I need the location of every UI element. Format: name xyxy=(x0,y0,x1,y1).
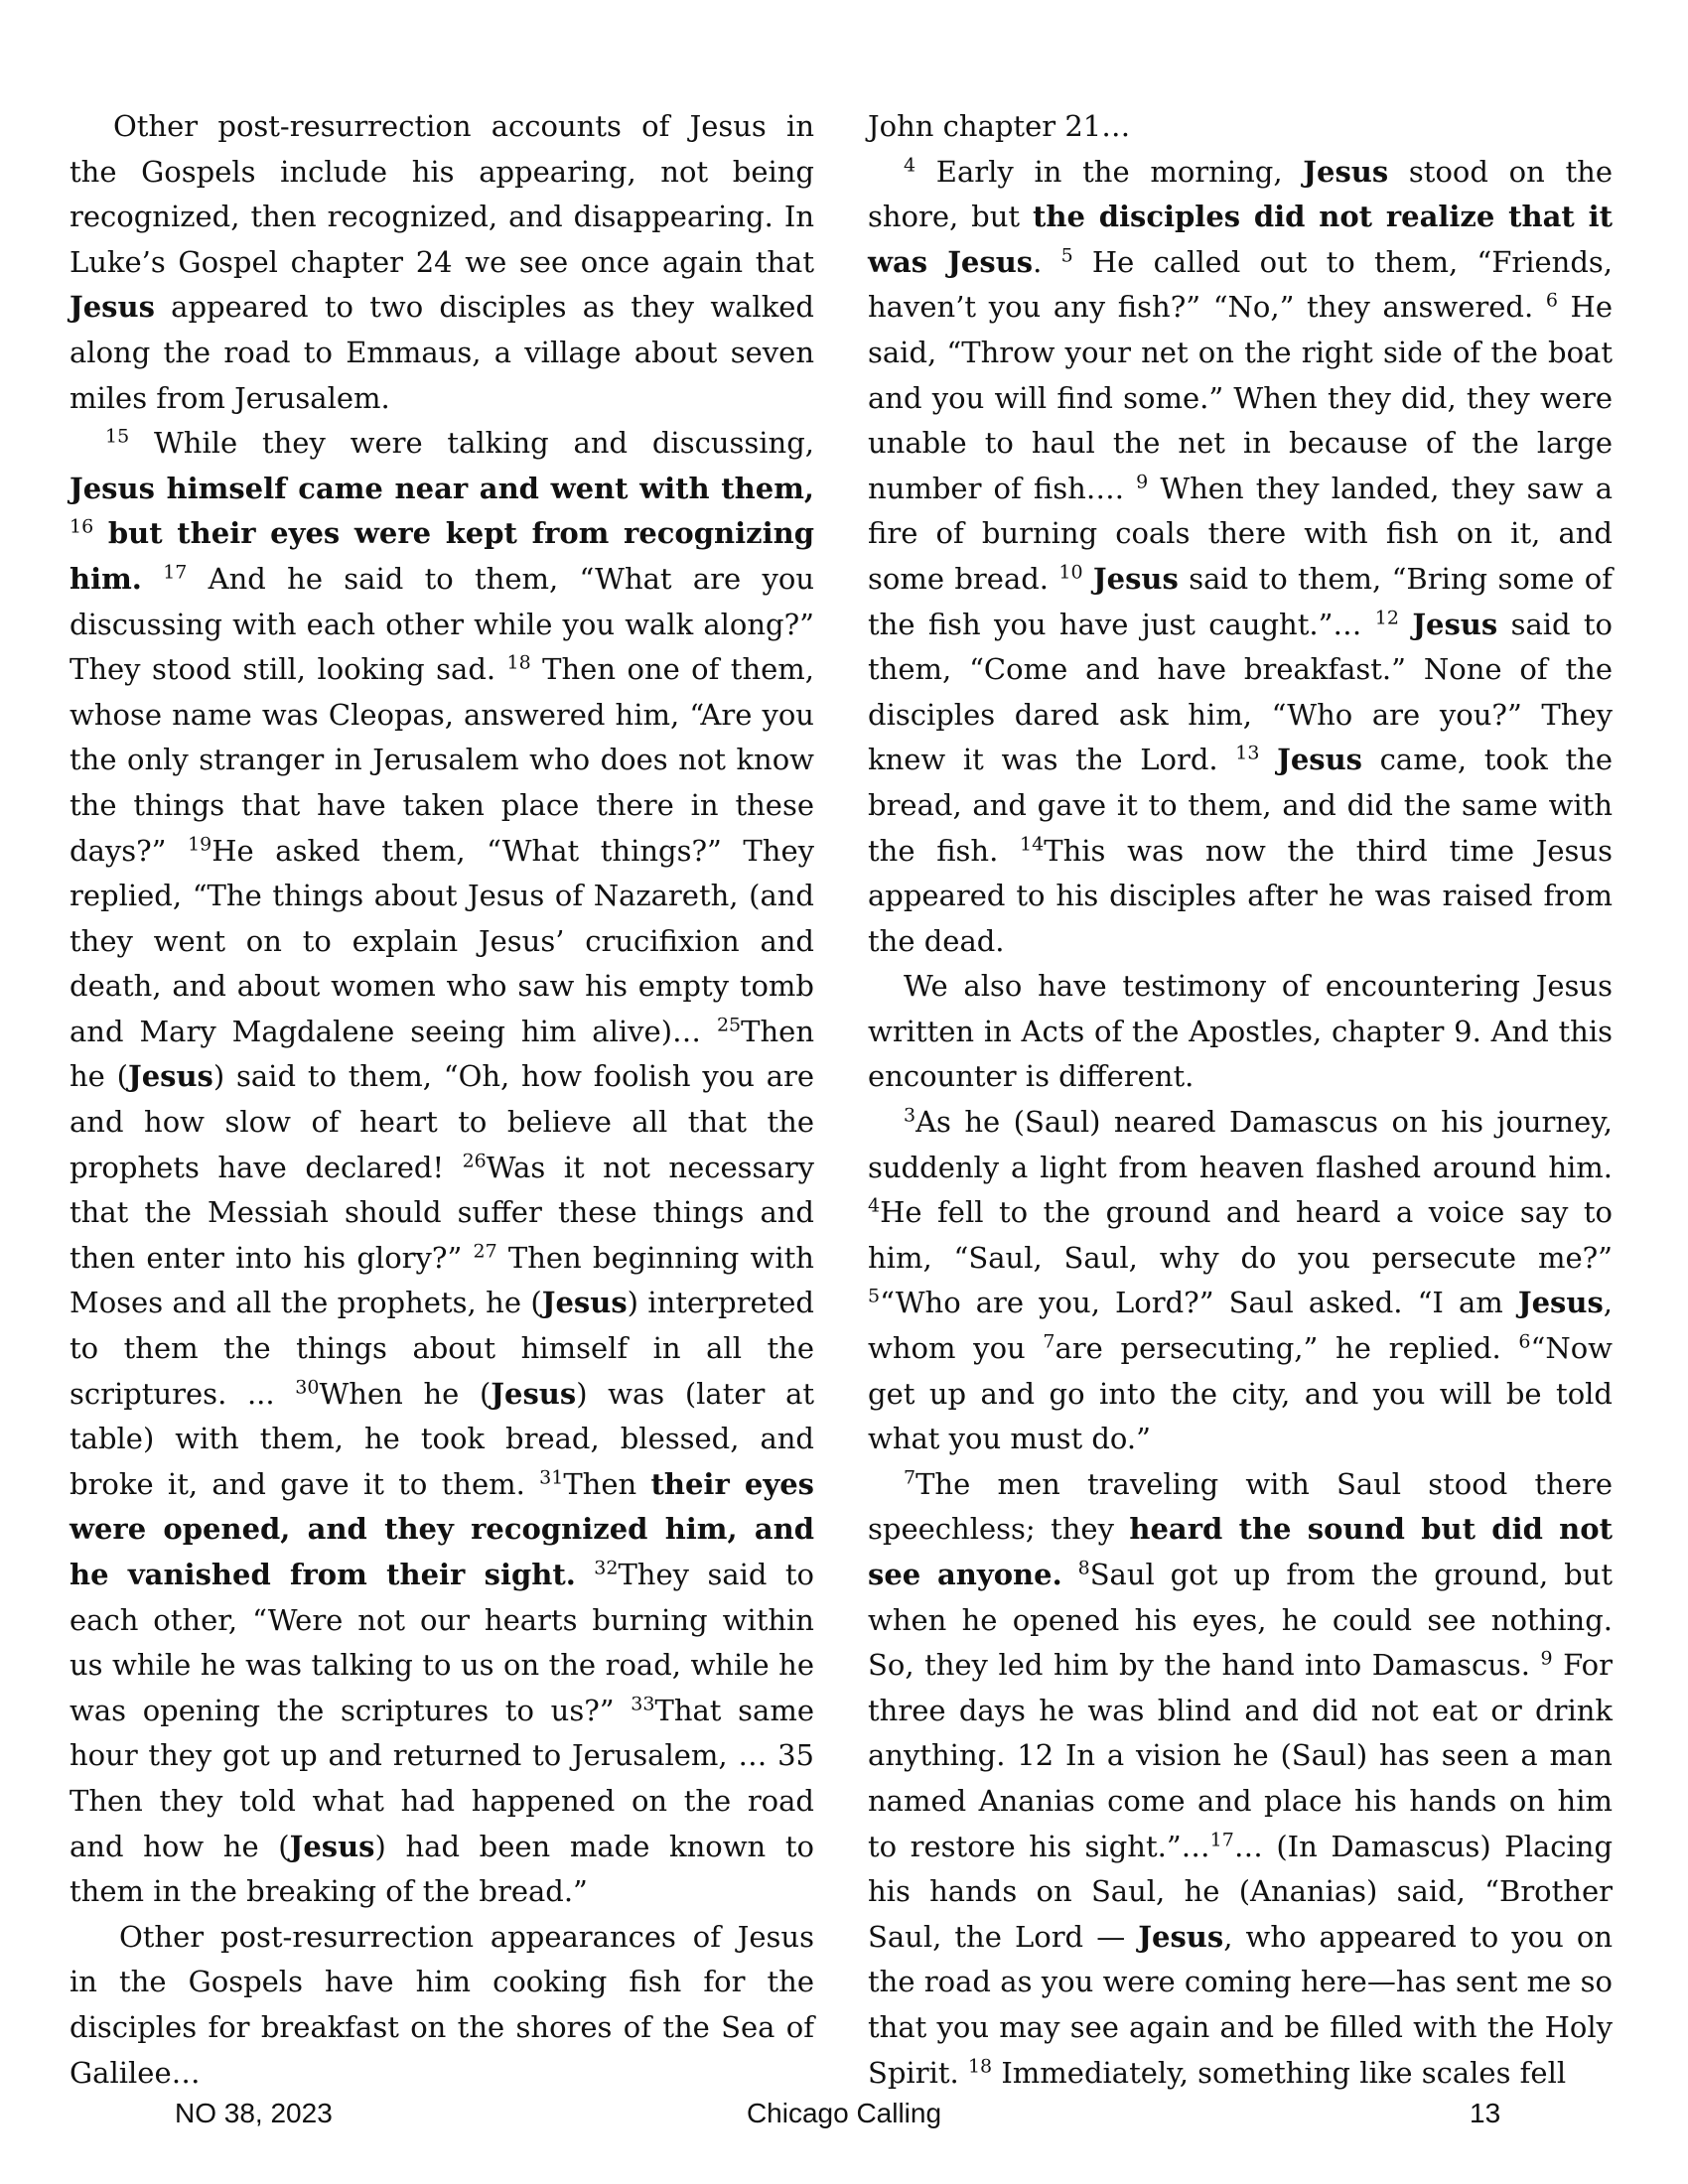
verse-number: 17 xyxy=(1209,1829,1234,1851)
body-text: Then beginning with Moses and all the prophets, he ( xyxy=(70,1240,814,1320)
bold-text: Jesus xyxy=(70,290,155,325)
body-text: While they were talking and discussing, xyxy=(129,426,814,461)
verse-number: 4 xyxy=(904,154,916,177)
body-text: said to them, “Bring some of the fish you have just caught.”… xyxy=(868,561,1614,641)
paragraph-acts-intro xyxy=(868,964,1613,1100)
bold-text: Jesus himself came near and went with them, xyxy=(70,471,814,505)
body-text: Immediately, something like scales fell xyxy=(992,2055,1567,2090)
bold-text: heard the sound but did not see anyone. xyxy=(868,1512,1613,1591)
body-text: Then xyxy=(563,1466,651,1501)
body-text: Was it not necessary that the Messiah should suffer these things and then enter into his glory?” xyxy=(70,1150,814,1275)
bold-text: Jesus xyxy=(1138,1919,1224,1954)
bold-text: the disciples did not realize that it was Jesus xyxy=(868,200,1614,279)
verse-number: 7 xyxy=(1043,1330,1055,1353)
right-column xyxy=(868,104,1613,2096)
body-text: When they landed, they saw a fire of burning coals there with fish on it, and some bread. xyxy=(868,471,1613,596)
bold-text: Jesus xyxy=(127,1059,213,1094)
paragraph-luke-intro xyxy=(70,104,814,421)
body-text xyxy=(1083,562,1093,596)
verse-number: 7 xyxy=(904,1466,916,1489)
body-text: … (In Damascus) Placing his hands on Saul, he (Ananias) said, “Brother Saul, the Lord — xyxy=(868,1829,1614,1954)
body-text: Saul got up from the ground, but when he opened his eyes, he could see nothing. So, they led him by the hand into Damascus. xyxy=(868,1558,1613,1683)
verse-number: 18 xyxy=(967,2055,993,2078)
verse-number: 3 xyxy=(904,1104,916,1127)
body-text: “Who are you, Lord?” Saul asked. “I am xyxy=(880,1286,1518,1320)
body-text: Other post-resurrection accounts of Jesus in the Gospels include his appearing, not being recognized, then recognized, and disappearing. In Luke’s Gospel chapter 24 we see once again that xyxy=(70,109,814,279)
body-text: John chapter 21… xyxy=(868,109,1131,143)
bold-text: Jesus xyxy=(491,1376,577,1411)
verse-number: 4 xyxy=(868,1194,881,1217)
body-text: came, took the bread, and gave it to them, and did the same with the fish. xyxy=(868,743,1614,868)
body-text: Other post-resurrection appearances of Jesus in the Gospels have him cooking fish for the disciples for breakfast on the shores of the Sea of Galilee… xyxy=(70,1919,814,2090)
body-text: He said, “Throw your net on the right side of the boat and you will find some.” When they did, they were unable to haul the net in because of the large number of fish…. xyxy=(868,290,1614,505)
bold-text: Jesus xyxy=(1412,607,1498,641)
body-text: This was now the third time Jesus appeared to his disciples after he was raised from the dead. xyxy=(868,833,1613,958)
body-text: For three days he was blind and did not eat or drink anything. 12 In a vision he (Saul) has seen a man named Ananias come and place his hands on him to restore his sight.”… xyxy=(868,1648,1613,1863)
body-text: . xyxy=(1033,244,1061,279)
bold-text: Jesus xyxy=(1303,154,1389,189)
body-text xyxy=(1399,608,1412,641)
body-text xyxy=(576,1558,594,1591)
body-text: ) said to them, “Oh, how foolish you are and how slow of heart to believe all that the prophets have declared! xyxy=(70,1059,815,1184)
verse-number: 30 xyxy=(295,1376,320,1399)
body-text: They said to each other, “Were not our hearts burning within us while he was talking to us on the road, while he was opening the scriptures to us?” xyxy=(70,1558,814,1727)
verse-number: 6 xyxy=(1518,1330,1531,1353)
verse-number: 32 xyxy=(594,1557,619,1579)
verse-number: 33 xyxy=(631,1693,655,1715)
verse-number: 26 xyxy=(462,1150,487,1172)
body-text: He called out to them, “Friends, haven’t you any fish?” “No,” they answered. xyxy=(868,244,1613,325)
verse-number: 18 xyxy=(506,651,531,674)
bold-text: but their eyes were kept from recognizing him. xyxy=(70,516,814,596)
bold-text: Jesus xyxy=(541,1286,628,1320)
body-text: We also have testimony of encountering Jesus written in Acts of the Apostles, chapter 9. And this encounter is different. xyxy=(868,969,1613,1094)
body-text: When he ( xyxy=(319,1376,492,1411)
paragraph-john-quote xyxy=(868,150,1613,965)
body-text: “Now get up and go into the city, and you will be told what you must do.” xyxy=(868,1331,1613,1456)
footer-publication: Chicago Calling xyxy=(746,2098,942,2128)
verse-number: 19 xyxy=(188,833,212,856)
body-text: The men traveling with Saul stood there speechless; they xyxy=(868,1466,1613,1547)
bold-text: their eyes were opened, and they recognized him, and he vanished from their sight. xyxy=(70,1466,814,1591)
paragraph-acts-continued xyxy=(868,1462,1613,2096)
bold-text: Jesus xyxy=(289,1829,375,1863)
body-text: said to them, “Come and have breakfast.” None of the disciples dared ask him, “Who are you?” They knew it was the Lord. xyxy=(868,607,1614,777)
verse-number: 9 xyxy=(1540,1647,1553,1670)
verse-number: 5 xyxy=(1060,244,1073,267)
bold-text: Jesus xyxy=(1277,743,1363,777)
body-text: And he said to them, “What are you discussing with each other while you walk along?” They stood still, looking sad. xyxy=(70,561,814,687)
body-text: Early in the morning, xyxy=(915,154,1304,189)
bold-text: Jesus xyxy=(1517,1286,1604,1320)
body-text: As he (Saul) neared Damascus on his journey, suddenly a light from heaven flashed around him. xyxy=(868,1105,1613,1184)
verse-number: 31 xyxy=(539,1466,564,1489)
body-text xyxy=(1259,743,1277,776)
verse-number: 12 xyxy=(1374,607,1399,629)
left-column xyxy=(70,104,814,2096)
verse-number: 27 xyxy=(473,1240,497,1263)
verse-number: 8 xyxy=(1077,1557,1090,1579)
paragraph-luke-quote xyxy=(70,421,814,1915)
footer-page-number: 13 xyxy=(1470,2098,1501,2128)
body-text: ) had been made known to them in the breaking of the bread.” xyxy=(70,1829,814,1909)
paragraph-john-ref xyxy=(868,104,1613,150)
verse-number: 17 xyxy=(163,561,188,584)
body-text: ) was (later at table) with them, he took bread, blessed, and broke it, and gave it to them. xyxy=(70,1376,815,1501)
verse-number: 5 xyxy=(868,1286,881,1307)
body-text: stood on the shore, but xyxy=(868,154,1613,234)
paragraph-galilee-intro xyxy=(70,1915,814,2096)
body-text: He fell to the ground and heard a voice say to him, “Saul, Saul, why do you persecute me?” xyxy=(868,1195,1613,1275)
body-text: , who appeared to you on the road as you were coming here—has sent me so that you may see again and be filled with the Holy Spirit. xyxy=(868,1919,1613,2090)
body-text: appeared to two disciples as they walked along the road to Emmaus, a village about seven miles from Jerusalem. xyxy=(70,290,814,415)
verse-number: 25 xyxy=(716,1014,742,1036)
verse-number: 9 xyxy=(1136,471,1149,493)
body-text: , whom you xyxy=(868,1286,1613,1366)
body-text: Then one of them, whose name was Cleopas, answered him, “Are you the only stranger in Jerusalem who does not know the things that have taken place there in these days?” xyxy=(70,652,815,868)
verse-number: 10 xyxy=(1058,561,1083,584)
footer-issue: NO 38, 2023 xyxy=(175,2098,333,2128)
bold-text: Jesus xyxy=(1092,561,1179,596)
body-text: He asked them, “What things?” They replied, “The things about Jesus of Nazareth, (and they went on to explain Jesus’ crucifixion and death, and about women who saw his empty tomb and Mary Magdalene seeing him alive)… xyxy=(70,833,814,1048)
body-text xyxy=(1062,1558,1078,1591)
verse-number: 13 xyxy=(1235,742,1260,764)
verse-number: 6 xyxy=(1545,289,1558,312)
paragraph-acts-quote xyxy=(868,1100,1613,1462)
body-text: ) interpreted to them the things about himself in all the scriptures. ... xyxy=(70,1286,815,1411)
body-text: Then he ( xyxy=(70,1014,814,1094)
body-text: That same hour they got up and returned to Jerusalem, … 35 Then they told what had happened on the road and how he ( xyxy=(70,1693,814,1863)
body-text: are persecuting,” he replied. xyxy=(1055,1331,1519,1366)
verse-number: 15 xyxy=(105,425,130,448)
verse-number: 16 xyxy=(70,515,94,538)
verse-number: 14 xyxy=(1020,833,1045,856)
